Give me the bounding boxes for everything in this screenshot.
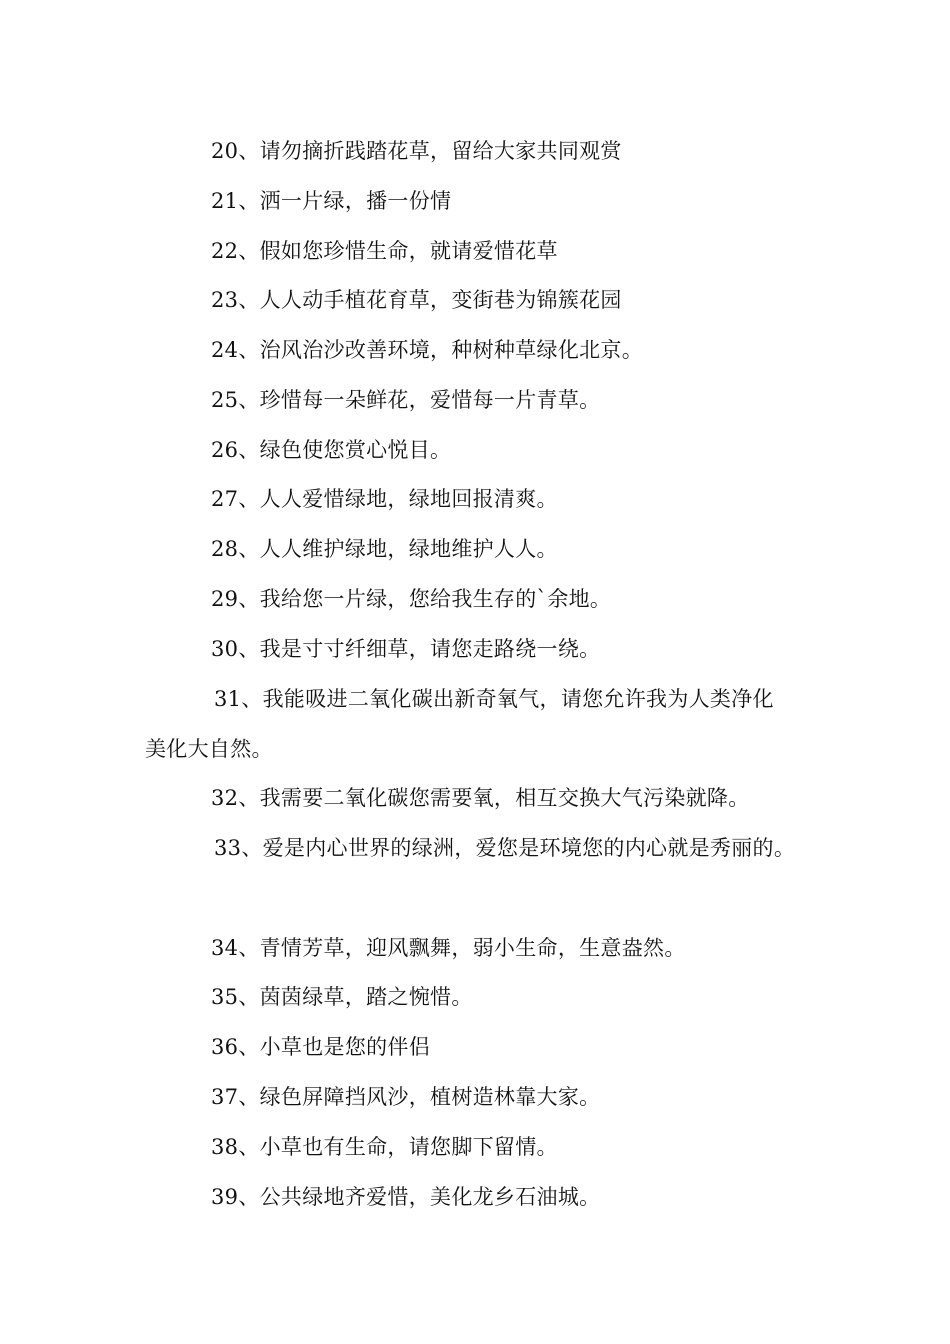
slogan-34: 34、青情芳草，迎风飘舞，弱小生命，生意盎然。 xyxy=(211,936,686,960)
slogan-33: 33、爱是内心世界的绿洲，爱您是环境您的内心就是秀丽的。 xyxy=(214,836,796,860)
slogan-31-continued: 美化大自然。 xyxy=(145,737,273,761)
slogan-21: 21、洒一片绿，播一份情 xyxy=(211,189,452,213)
slogan-29: 29、我给您一片绿，您给我生存的`余地。 xyxy=(211,587,612,611)
slogan-23: 23、人人动手植花育草，变街巷为锦簇花园 xyxy=(211,288,622,312)
slogan-32: 32、我需要二氧化碳您需要氧，相互交换大气污染就降。 xyxy=(211,786,750,810)
slogan-36: 36、小草也是您的伴侣 xyxy=(211,1035,431,1059)
slogan-28: 28、人人维护绿地，绿地维护人人。 xyxy=(211,537,558,561)
slogan-39: 39、公共绿地齐爱惜，美化龙乡石油城。 xyxy=(211,1185,601,1209)
slogan-31: 31、我能吸进二氧化碳出新奇氧气，请您允许我为人类净化 xyxy=(214,687,774,711)
slogan-35: 35、茵茵绿草，踏之惋惜。 xyxy=(211,985,473,1009)
slogan-22: 22、假如您珍惜生命，就请爱惜花草 xyxy=(211,239,558,263)
slogan-38: 38、小草也有生命，请您脚下留情。 xyxy=(211,1135,558,1159)
slogan-24: 24、治风治沙改善环境，种树种草绿化北京。 xyxy=(211,338,644,362)
slogan-26: 26、绿色使您赏心悦目。 xyxy=(211,438,452,462)
slogan-20: 20、请勿摘折践踏花草，留给大家共同观赏 xyxy=(211,139,622,163)
slogan-27: 27、人人爱惜绿地，绿地回报清爽。 xyxy=(211,487,558,511)
slogan-37: 37、绿色屏障挡风沙，植树造林靠大家。 xyxy=(211,1085,601,1109)
slogan-25: 25、珍惜每一朵鲜花，爱惜每一片青草。 xyxy=(211,388,601,412)
slogan-30: 30、我是寸寸纤细草，请您走路绕一绕。 xyxy=(211,637,601,661)
